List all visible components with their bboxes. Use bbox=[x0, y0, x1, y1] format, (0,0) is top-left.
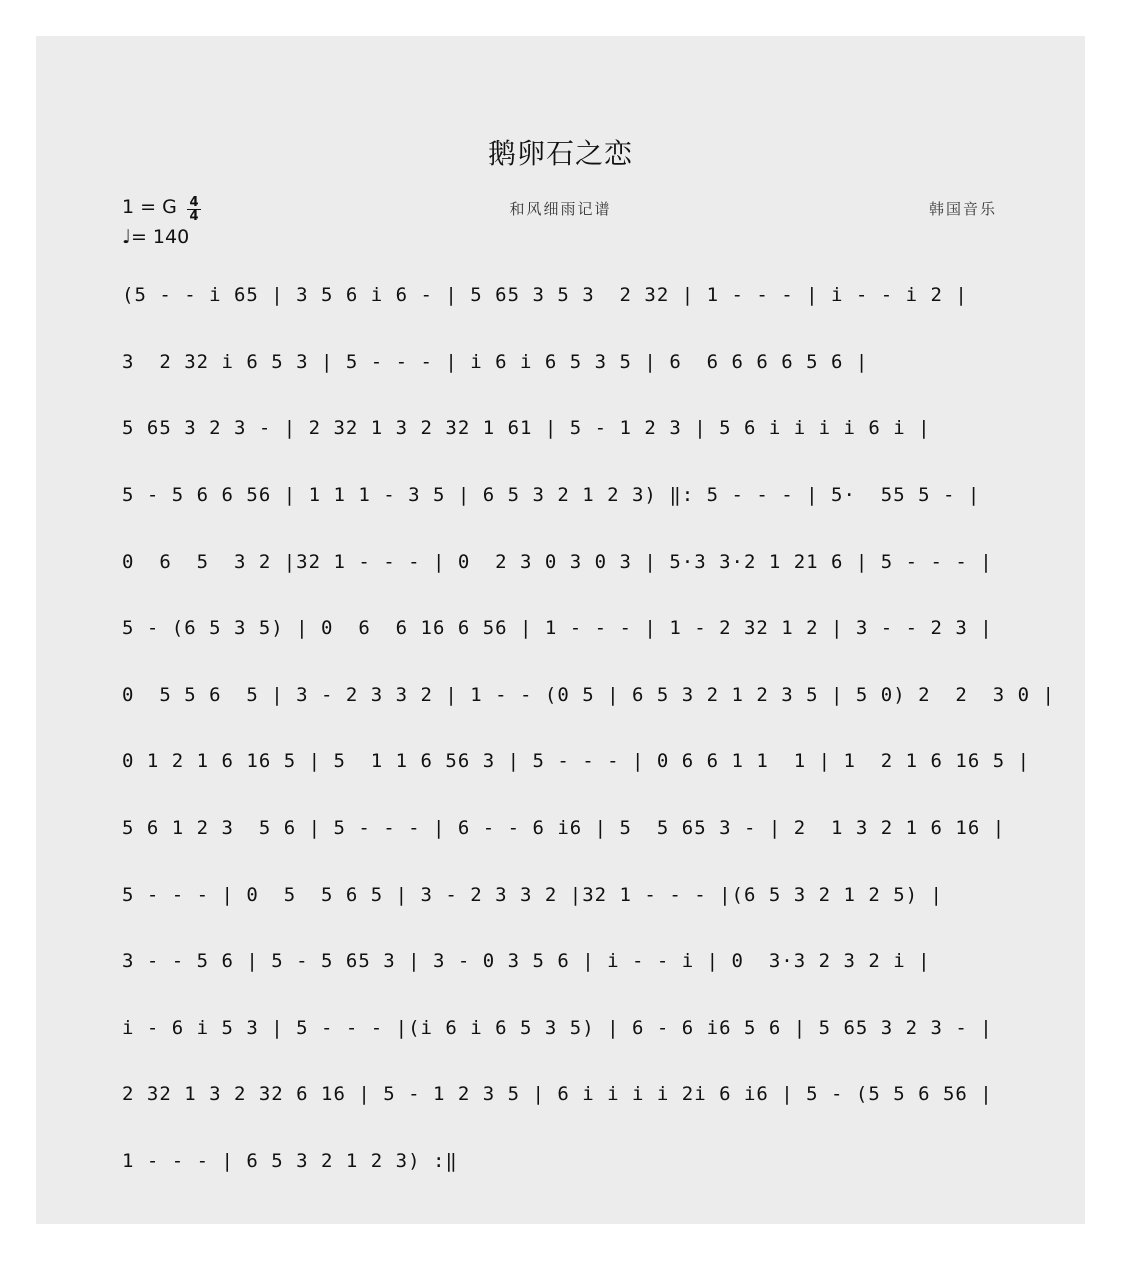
score-line bbox=[122, 587, 1012, 654]
notation-text: 3 - - 5 6 | 5 - 5 65 3 | 3 - 0 3 5 6 | i - - i | 0 3·3 2 3 2 i | bbox=[122, 950, 931, 973]
score-line bbox=[122, 520, 1012, 587]
score-line bbox=[122, 787, 1012, 854]
score-line bbox=[122, 654, 1055, 721]
key-signature: 1 = G bbox=[122, 196, 177, 218]
notation-text: 2 32 1 3 2 32 6 16 | 5 - 1 2 3 5 | 6 i i i i 2i 6 i6 | 5 - (5 5 6 56 | bbox=[122, 1083, 993, 1106]
score-line bbox=[122, 720, 1031, 787]
score-line bbox=[122, 987, 1012, 1054]
notation-text: 0 1 2 1 6 16 5 | 5 1 1 6 56 3 | 5 - - - | 0 6 6 1 1 1 | 1 2 1 6 16 5 | bbox=[122, 750, 1031, 773]
notation-text: 5 65 3 2 3 - | 2 32 1 3 2 32 1 61 | 5 - 1 2 3 | 5 6 i i i i 6 i | bbox=[122, 417, 931, 440]
score-line bbox=[122, 853, 1012, 920]
notation-text: 0 6 5 3 2 |32 1 - - - | 0 2 3 0 3 0 3 | 5·3 3·2 1 21 6 | 5 - - - | bbox=[122, 550, 993, 573]
notation-text: 0 5 5 6 5 | 3 - 2 3 3 2 | 1 - - (0 5 | 6 5 3 2 1 2 3 5 | 5 0) 2 2 3 0 | bbox=[122, 683, 1055, 706]
notation-text: i - 6 i 5 3 | 5 - - - |(i 6 i 6 5 3 5) | 6 - 6 i6 5 6 | 5 65 3 2 3 - | bbox=[122, 1016, 993, 1039]
notation-text: 5 - (6 5 3 5) | 0 6 6 16 6 56 | 1 - - - | 1 - 2 32 1 2 | 3 - - 2 3 | bbox=[122, 617, 993, 640]
notation-text: 5 - - - | 0 5 5 6 5 | 3 - 2 3 3 2 |32 1 - - - |(6 5 3 2 1 2 5) | bbox=[122, 883, 943, 906]
song-title: 鹅卵石之恋 bbox=[487, 137, 633, 170]
composer-credit: 韩国音乐 bbox=[928, 200, 997, 218]
score-sheet bbox=[36, 36, 1085, 1224]
time-signature-top: 4 bbox=[189, 195, 199, 210]
notation-text: 3 2 32 i 6 5 3 | 5 - - - | i 6 i 6 5 3 5 | 6 6 6 6 6 5 6 | bbox=[122, 350, 869, 373]
notation-text: (5 - - i 65 | 3 5 6 i 6 - | 5 65 3 5 3 2 32 | 1 - - - | i - - i 2 | bbox=[122, 284, 968, 307]
score-body bbox=[122, 254, 1055, 1186]
time-signature-bottom: 4 bbox=[189, 209, 199, 224]
score-line bbox=[122, 1120, 1012, 1187]
score-line bbox=[122, 1053, 1012, 1120]
score-line bbox=[122, 254, 1012, 321]
score-line bbox=[122, 920, 1012, 987]
notation-text: 5 - 5 6 6 56 | 1 1 1 - 3 5 | 6 5 3 2 1 2 3) ‖: 5 - - - | 5· 55 5 - | bbox=[122, 484, 981, 507]
notation-text: 1 - - - | 6 5 3 2 1 2 3) :‖ bbox=[122, 1150, 458, 1173]
score-line bbox=[122, 387, 1012, 454]
transcriber-credit: 和风细雨记谱 bbox=[509, 200, 612, 218]
score-line bbox=[122, 321, 1012, 388]
tempo-marking: ♩= 140 bbox=[122, 226, 190, 248]
notation-text: 5 6 1 2 3 5 6 | 5 - - - | 6 - - 6 i6 | 5 5 65 3 - | 2 1 3 2 1 6 16 | bbox=[122, 817, 1006, 840]
score-line bbox=[122, 454, 1012, 521]
